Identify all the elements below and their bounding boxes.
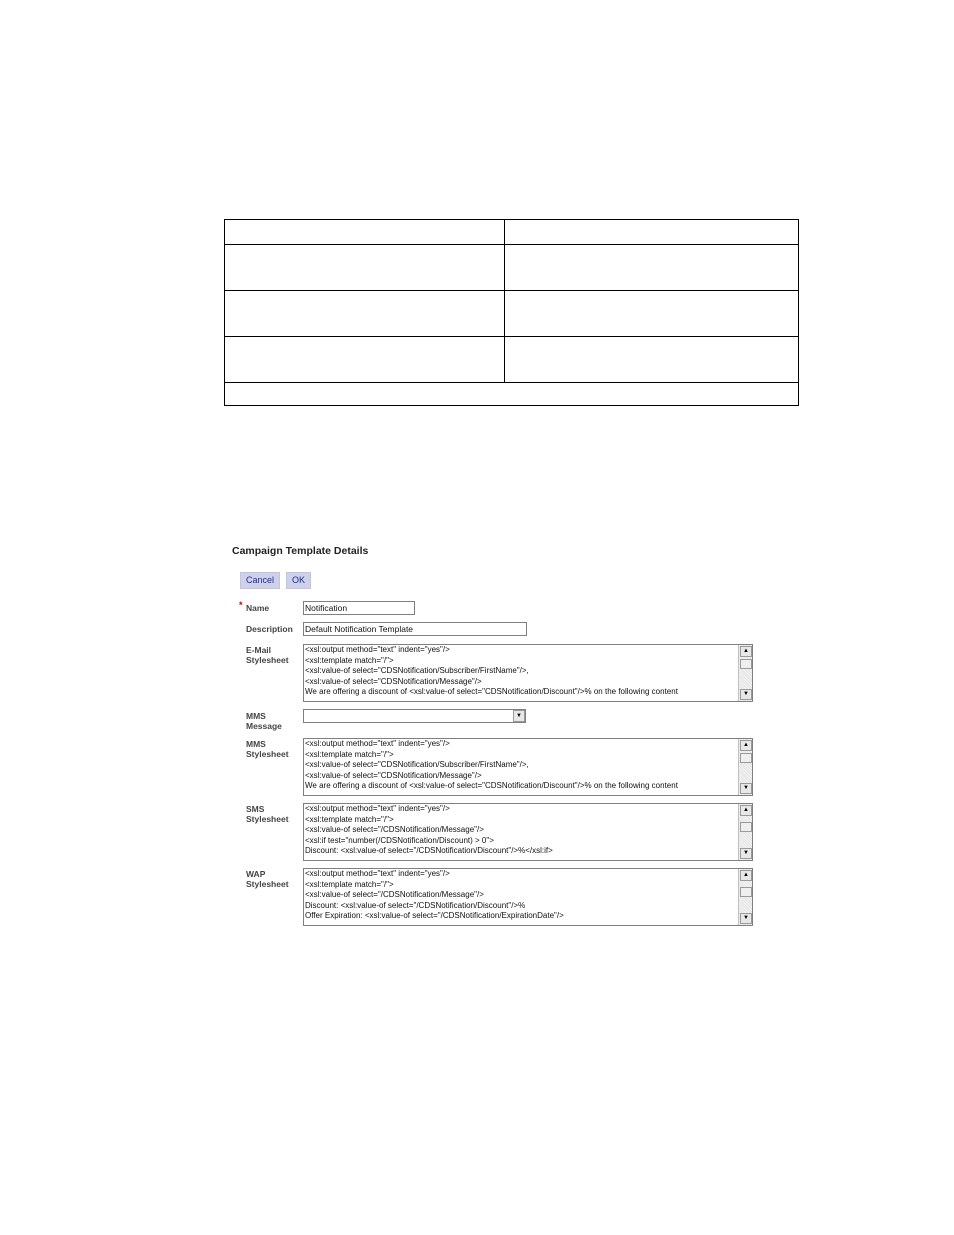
scrollbar-thumb[interactable] xyxy=(740,887,752,897)
mms-message-label: MMS Message xyxy=(246,711,282,731)
table-cell xyxy=(225,245,505,291)
scroll-down-arrow-icon[interactable]: ▼ xyxy=(740,848,752,859)
table-header-cell xyxy=(505,220,799,245)
code-line: <xsl:template match="/"> xyxy=(305,814,394,824)
description-field[interactable]: Default Notification Template xyxy=(303,622,527,636)
wap-stylesheet-textarea[interactable] xyxy=(303,868,753,926)
code-line: We are offering a discount of <xsl:value-of select="CDSNotification/Discount"/>% on the following content xyxy=(305,687,678,697)
name-label: * Name xyxy=(239,600,270,613)
scrollbar-thumb[interactable] xyxy=(740,822,752,832)
code-line: Discount: <xsl:value-of select="/CDSNotification/Discount"/>%</xsl:if> xyxy=(305,846,553,856)
code-line: <xsl:if test="number(/CDSNotification/Discount) > 0"> xyxy=(305,835,494,845)
scroll-up-arrow-icon[interactable]: ▲ xyxy=(740,805,752,816)
sms-stylesheet-textarea[interactable] xyxy=(303,803,753,861)
code-line: We are offering a discount of <xsl:value-of select="CDSNotification/Discount"/>% on the following content xyxy=(305,781,678,791)
scroll-up-arrow-icon[interactable]: ▲ xyxy=(740,870,752,881)
vertical-scrollbar[interactable] xyxy=(738,739,752,795)
vertical-scrollbar[interactable] xyxy=(738,869,752,925)
code-line: <xsl:output method="text" indent="yes"/> xyxy=(305,869,450,878)
code-line: <xsl:output method="text" indent="yes"/> xyxy=(305,739,450,748)
table-footer-cell xyxy=(225,383,799,406)
scroll-down-arrow-icon[interactable]: ▼ xyxy=(740,689,752,700)
code-line: Offer Expiration: <xsl:value-of select="/CDSNotification/ExpirationDate"/> xyxy=(305,911,564,921)
code-line: <xsl:value-of select="CDSNotification/Message"/> xyxy=(305,770,482,780)
chevron-down-icon[interactable]: ▼ xyxy=(513,710,525,722)
scrollbar-thumb[interactable] xyxy=(740,659,752,669)
page-title: Campaign Template Details xyxy=(232,545,369,557)
vertical-scrollbar[interactable] xyxy=(738,804,752,860)
email-stylesheet-label: E-Mail Stylesheet xyxy=(246,645,289,665)
scroll-up-arrow-icon[interactable]: ▲ xyxy=(740,740,752,751)
table-cell xyxy=(505,291,799,337)
code-line: <xsl:value-of select="/CDSNotification/Message"/> xyxy=(305,825,484,835)
campaign-template-panel xyxy=(226,540,760,930)
mms-stylesheet-textarea[interactable] xyxy=(303,738,753,796)
cancel-button[interactable]: Cancel xyxy=(240,572,280,589)
scroll-down-arrow-icon[interactable]: ▼ xyxy=(740,913,752,924)
mms-message-select[interactable] xyxy=(303,709,526,723)
scrollbar-thumb[interactable] xyxy=(740,753,752,763)
table-cell xyxy=(225,337,505,383)
document-table xyxy=(224,219,799,406)
wap-stylesheet-label: WAP Stylesheet xyxy=(246,869,289,889)
code-line: <xsl:template match="/"> xyxy=(305,749,394,759)
code-line: <xsl:output method="text" indent="yes"/> xyxy=(305,804,450,813)
description-label: Description xyxy=(246,624,293,634)
scroll-down-arrow-icon[interactable]: ▼ xyxy=(740,783,752,794)
name-field[interactable]: Notification xyxy=(303,601,415,615)
vertical-scrollbar[interactable] xyxy=(738,645,752,701)
table-cell xyxy=(505,337,799,383)
sms-stylesheet-label: SMS Stylesheet xyxy=(246,804,289,824)
code-line: <xsl:value-of select="CDSNotification/Subscriber/FirstName"/>, xyxy=(305,666,529,676)
table-cell xyxy=(505,245,799,291)
code-line: <xsl:output method="text" indent="yes"/> xyxy=(305,645,450,654)
code-line: <xsl:template match="/"> xyxy=(305,879,394,889)
mms-stylesheet-label: MMS Stylesheet xyxy=(246,739,289,759)
code-line: <xsl:template match="/"> xyxy=(305,655,394,665)
table-cell xyxy=(225,291,505,337)
code-line: <xsl:value-of select="CDSNotification/Subscriber/FirstName"/>, xyxy=(305,760,529,770)
code-line: <xsl:value-of select="/CDSNotification/Message"/> xyxy=(305,890,484,900)
code-line: Discount: <xsl:value-of select="/CDSNotification/Discount"/>% xyxy=(305,900,526,910)
table-header-cell xyxy=(225,220,505,245)
scroll-up-arrow-icon[interactable]: ▲ xyxy=(740,646,752,657)
required-marker: * xyxy=(239,600,243,610)
code-line: <xsl:value-of select="CDSNotification/Message"/> xyxy=(305,676,482,686)
ok-button[interactable]: OK xyxy=(286,572,311,589)
email-stylesheet-textarea[interactable] xyxy=(303,644,753,702)
